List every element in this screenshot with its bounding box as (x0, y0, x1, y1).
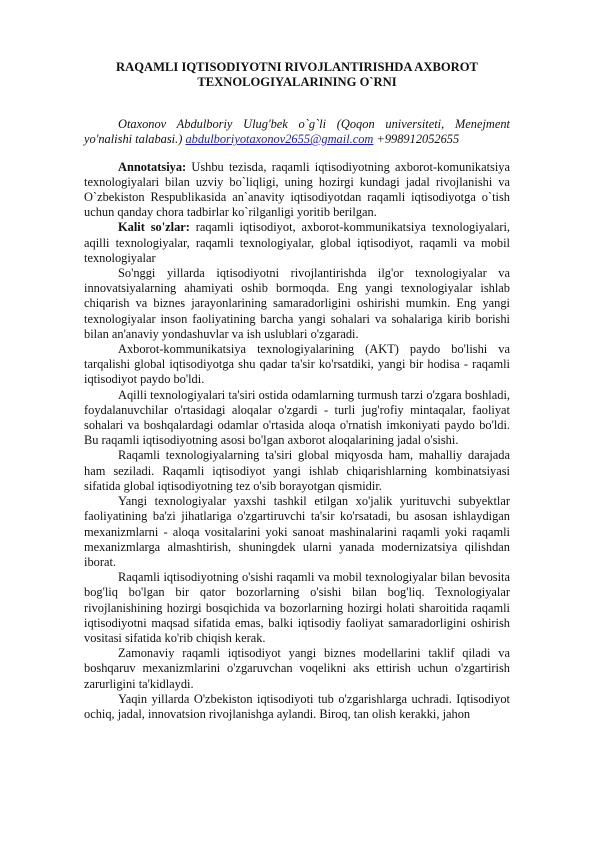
abstract-text: Ushbu tezisda, raqamli iqtisodiyotning axborot-komunikatsiya texnologiyalari bilan uzviy bo`liqligi, uning hozirgi kundagi jadal rivojlanishi va O`zbekiston Respublikasida an`anavity iqtisodiyotdan raqamli iqtisodiyotga o`tish uchun qanday chora tadbirlar ko`rilganligi yoritib berilgan. (84, 159, 510, 220)
keywords-label: Kalit so'zlar: (118, 220, 190, 235)
body-paragraph-1: So'nggi yillarda iqtisodiyotni rivojlantirishda ilg'or texnologiyalar va innovatsiyalarning ahamiyati oshib bormoqda. Eng yangi texnologiyalar ishlab chiqarish va biznes jarayonlarining samaradorligini oshirishi mumkin. Eng yangi texnologiyalar inson faoliyatining barcha yangi sohalari va sohalariga kirib borishi bilan an'anaviy yondashuvlar va ish uslublari o'zgaradi. (84, 266, 510, 341)
author-line (84, 117, 510, 148)
body-paragraph-6: Raqamli iqtisodiyotning o'sishi raqamli va mobil texnologiyalar bilan bevosita bog'liq bo'lgan bir qator bozorlarning o'sishi bilan bog'liq. Texnologiyalar rivojlanishining hozirgi bosqichida va bozorlarning hozirgi holati sharoitida raqamli iqtisodiyotni maqsad sifatida emas, balki iqtisodiy faoliyat samaradorligini oshirish vositasi sifatida ko'rib chiqish kerak. (84, 570, 510, 645)
document-page (84, 60, 510, 722)
author-name-affiliation: Otaxonov Abdulboriy Ulug'bek o`g`li (Qoqon universiteti, Menejment yo'nalishi talabasi.) (84, 116, 510, 147)
body-paragraph-5: Yangi texnologiyalar yaxshi tashkil etilgan xo'jalik yurituvchi subyektlar faoliyatining ba'zi jihatlariga o'zgartiruvchi ta'sir ko'rsatadi, bu asosan ishlaydigan mexanizmlarni - aloqa vositalarini yoki sanoat mashinalarini raqamli yoki raqamli mexanizmlarga almashtirish, shuningdek ularni yanada modernizatsiya qilishdan iborat. (84, 494, 510, 569)
keywords-text: raqamli iqtisodiyot, axborot-kommunikatsiya texnologiyalari, aqilli texnologiyalar, raqamli texnologiyalar, global iqtisodiyot, raqamli va mobil texnologiyalar (84, 220, 510, 265)
author-email-link[interactable]: abdulboriyotaxonov2655@gmail.com (185, 132, 374, 147)
body-paragraph-2: Axborot-kommunikatsiya texnologiyalarining (AKT) paydo bo'lishi va tarqalishi global iqtisodiyotga shu qadar ta'sir ko'rsatdiki, yangi bir hodisa - raqamli iqtisodiyot paydo bo'ldi. (84, 342, 510, 387)
abstract-paragraph (84, 160, 510, 221)
body-paragraph-3: Aqilli texnologiyalari ta'siri ostida odamlarning turmush tarzi o'zgara boshladi, foydalanuvchilar o'rtasidagi aloqalar o'zgardi - turli jug'rofiy mintaqalar, faoliyat sohalari va boshqalardagi odamlar o'rtasida aloqa o'rnatish imkoniyati paydo bo'ldi. Bu raqamli iqtisodiyotning asosi bo'lgan axborot aloqalarining jadal o'sishi. (84, 387, 510, 448)
abstract-label: Annotatsiya: (118, 159, 187, 174)
body-paragraph-7: Zamonaviy raqamli iqtisodiyot yangi biznes modellarini taklif qiladi va boshqaruv mexanizmlarini o'zgaruvchan voqelikni aks ettirish uchun o'zgartirish zarurligini ta'kidlaydi. (84, 646, 510, 691)
body-paragraph-4: Raqamli texnologiyalarning ta'siri global miqyosda ham, mahalliy darajada ham seziladi. Raqamli iqtisodiyot yangi ishlab chiqarishlarning kombinatsiyasi sifatida global iqtisodiyotning tez o'sib borayotgan qismidir. (84, 448, 510, 493)
body-paragraph-8: Yaqin yillarda O'zbekiston iqtisodiyoti tub o'zgarishlarga uchradi. Iqtisodiyot ochiq, jadal, innovatsion rivojlanishga aylandi. Biroq, tan olish kerakki, jahon (84, 691, 510, 721)
keywords-paragraph (84, 220, 510, 266)
page-title: RAQAMLI IQTISODIYOTNI RIVOJLANTIRISHDA AXBOROT TEXNOLOGIYALARINING O`RNI (116, 60, 478, 90)
author-phone: +998912052655 (373, 132, 460, 147)
